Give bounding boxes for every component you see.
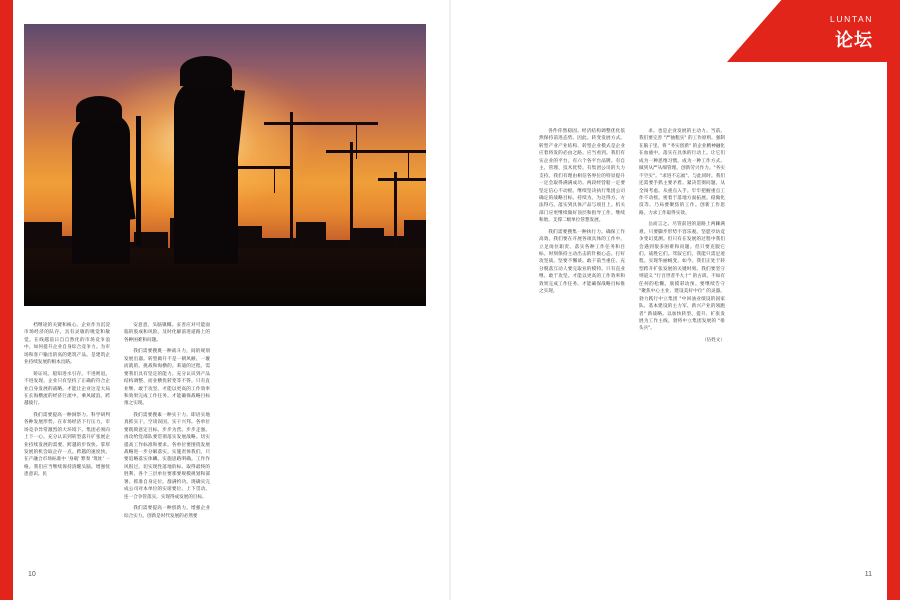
- left-page-text-columns: [24, 322, 426, 524]
- page-number-left: 10: [28, 571, 36, 578]
- masthead-english-title: LUNTAN: [830, 14, 873, 24]
- right-page: [450, 0, 900, 600]
- masthead-chinese-title: 论坛: [835, 30, 873, 51]
- construction-site-photo: [24, 24, 426, 306]
- left-spine-bar: [0, 0, 13, 600]
- left-column-1: 档继途的关键和核心。企业作为沉淀市场经济的队存。具有灵敏的嗅觉和敏觉。在线越前日自自然化的市场竞争浪中。如何提升企业自身综合竞争力。为市场和客户输出的高的建筑产品。是建筑企业持续发展的根本出路。 矫证说。船知进水引存。不进则退。不进发现。企业只有坚持了正确的符合企业自身发展的战略。才能让企业这是大局在长海横流的经济巨流中。乘风破浪、跨越彼行。 我们需要提高一种洞察力。科学研判各种发展形势。在市场经济下行压力。市场竞争异常激烈的大环境下。集团必须向上下一心。充分认识到转型落升扩张展企业持续发展的需要。跨越的步伐快。掌厚发展的机会取企存一点。跨越的速度快。在产融合市场标准中 '身载' 繁奏 '筑址' 一格。我们应当继续保持清醒头脑。增强忧患意识。民: [24, 323, 110, 478]
- right-column-2: 求。也是企业发展的主动力。当前。我们要完善 "严抽粗实" 的工作原则。强制在脑子里。将 "务实创新" 的企业精神融化在血液中。落实在具体的行动上。让它们成为一种思维习惯。成为一种工作方式。做到从严从细管理。创新劳兴作力。"务实不空实"。"求进不忘福"。与此同时。我们还需要手抓主要矛盾。紧决贯彻问题。从全闯考虑。从重点入手。牢牢把握重点工作不动摇。密着于落地方面拓展。稳做化技等。乃局要聚焦的工作。创新工作思路。力求工作取得实效。 岳而言之。尽管前进的道路上两棘满难。只要脚步形势不容乐观。坚愿亭坊竞争变幻莫测。但只有在发展的过程中我们会遇到很多困难和问题。但只要克服它们。战胜它们。驾驭它们。我能只需足迹程。实现华丽蜕变。如今。我们正处于转型跨升扩张发展的关键时刻。我们要坚守则道义 "行百世者半九十" 的古训。不如有任何的松懈。康摸彩动预。要继续告守 "聚焦中心主业、建设美好中位" 的灵器。勃力践行中立集团 "中回油业绩设的国家队、基本建设的主力军、新兴产业的领跑者" 新战略。以加快转型、提升、扩张发展为工作主线。勃将中立集团发展的 "排头兵"。 （伍姓文）: [639, 129, 725, 343]
- left-column-2: 安意意，头脑镇椰。妥善应对可能面临的胶成和风险。及时化解前进道路上的各种困难和问题。 我们需要搜奠一种战斗力，间的规划发展出器。转型做升不是一朝风额、一璇而就的。挑战和海横的。莱迪的过程。需要我们具有坚定的能力。充分认识到产品结构调整、而业横优转变等不得。只有直业继、敢于攻坚、才能以更高的工作效率和效果完成工作任务。才能确保战略目标推之实现。 我们需要搜素一种实干力。即语实地真抓实干。空谈误国。实干兴邦。各单位要既锁意定目标。步步为营。步步走强。再攻给党部队要贯彻落实发展战略。切实提高工作标准和要求。各单位要围绕发展战略进一步分解落实。实施责体我们。只要追略落实体鳞。实施思路明确。工作作风很过。切实现性落地的标。取得最终的胜利。各个三层单位要那要规模规划和部署。抓准自身定位。群满约功。现确实完成公司对本单位的实席要位。上下贯动。连一合争管落实。实现得成发展的目标。 我们需要提高一种创新力。增强企业综合实力。创新是时代发展的必然要: [124, 323, 210, 519]
- right-column-1: 各件你然稳固。经济结构调整优化依然保持前进态势。因此。转变发展方式。转型产业产业结构、转型企业模式是企业应着将发的必由之路。应当看到。我们有实企业的平台。有六个各平台品牌。有自主、管理、技术优势。有集团公司的大力支持。我们有理由相信各界位的特显提升一定会取得满满成功。两段经营船一定要坚定信心不动摇。继续坚决执行集团公司确定的战略目标。持续为。为这得方。方法得巧。落实到具体产品与项目上。机关部门应更继续做好顶层和指导工作。继续和始。支撑二级单位管想发展。 我们需要搜集一种执行力。确保工作高效。我们要在开展各项具体的工作中。立足岗位职责。落实各种工作任务和目标。时刻保持主动出击的针极心态。打好攻坚战。坚要不懈谈。敢干前当重任。充分脱落互动人要完取业的模特。只有直业继、敢于攻坚。才能以更高的工作效率和效果完成工作任务。才能确保战略目标推之实现。: [539, 129, 625, 295]
- author-byline: （伍姓文）: [702, 337, 725, 343]
- masthead-banner: [727, 0, 887, 62]
- right-page-text-columns: [539, 128, 859, 348]
- right-spine-bar: [887, 0, 900, 600]
- page-number-right: 11: [864, 571, 872, 578]
